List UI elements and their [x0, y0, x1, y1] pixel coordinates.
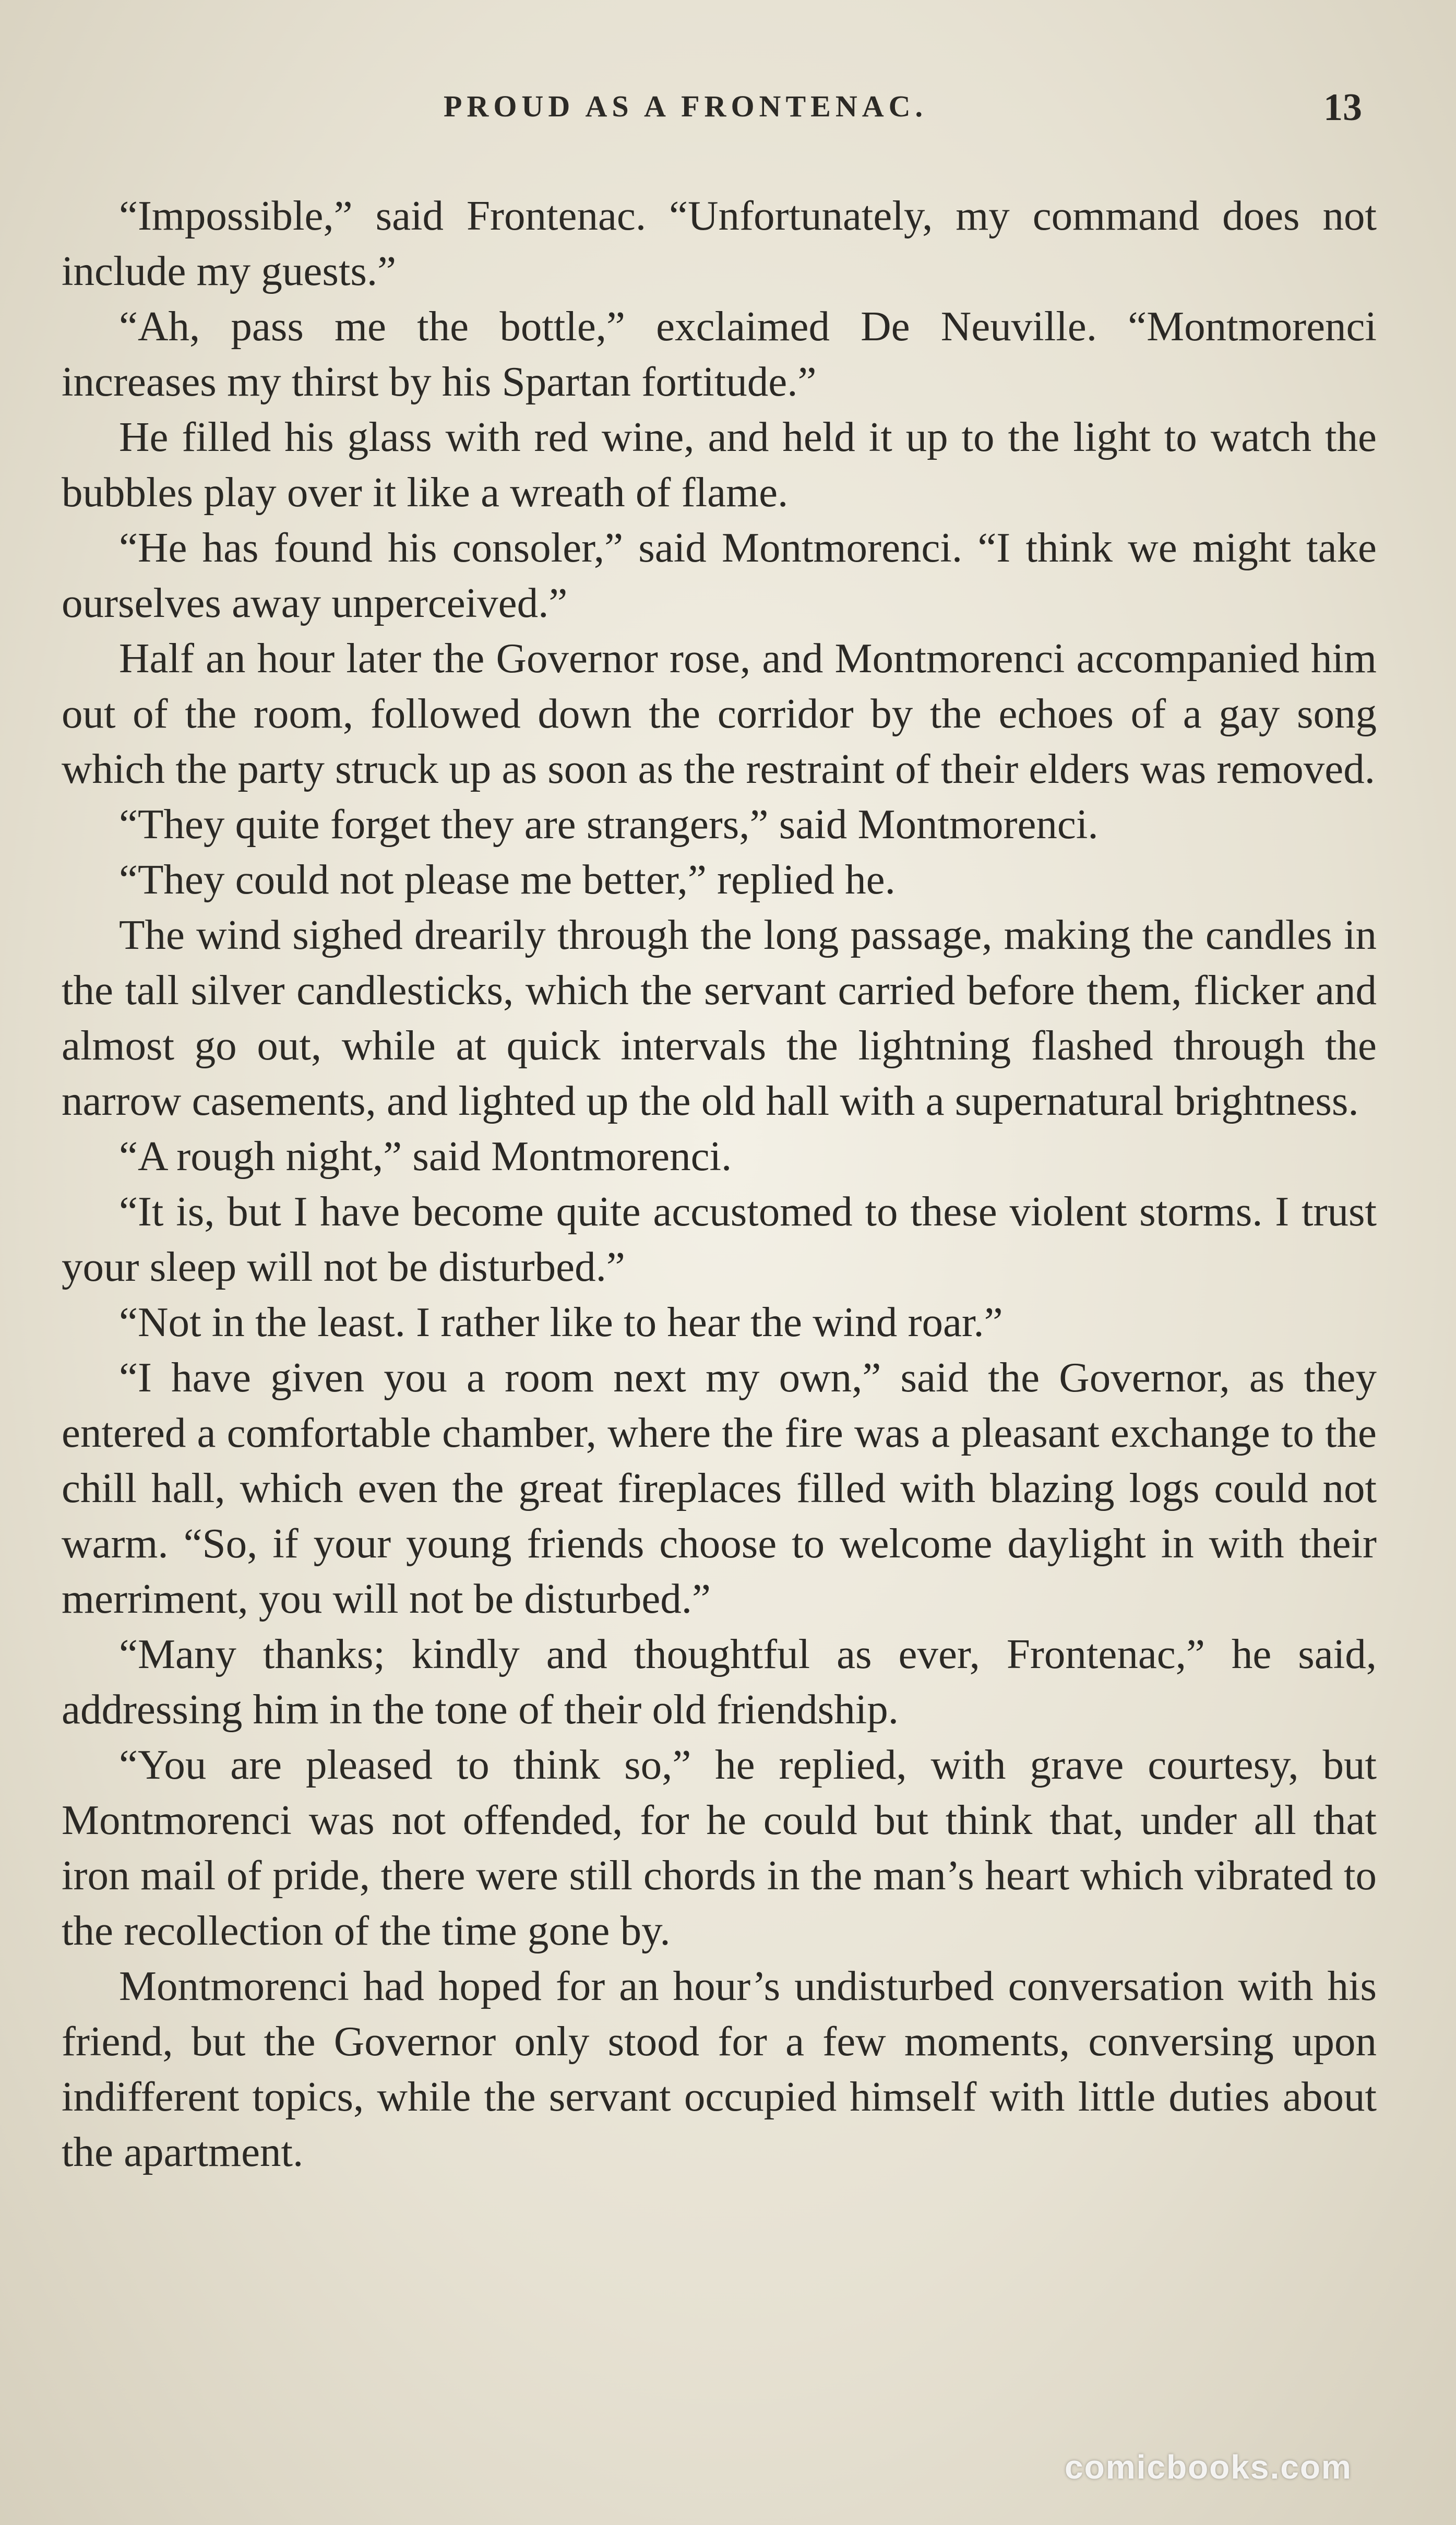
paragraph: The wind sighed drearily through the long passage, making the candles in the tall silver candlesticks, which the servant carried before them, flicker and almost go out, while at quick intervals the lightning flashed through the narrow casements, and lighted up the old hall with a supernatural brightness. [62, 911, 1377, 1124]
watermark: comicbooks.com [1065, 2448, 1352, 2486]
paragraph: “Not in the least. I rather like to hear the wind roar.” [119, 1299, 1003, 1345]
paragraph: “I have given you a room next my own,” said the Governor, as they entered a comfortable chamber, where the fire was a pleasant exchange to the chill hall, which even the great fireplaces filled with blazing logs could not warm. “So, if your young friends choose to welcome daylight in with their merriment, you will not be disturbed.” [62, 1354, 1377, 1622]
paragraph: He filled his glass with red wine, and held it up to the light to watch the bubbles play over it like a wreath of flame. [62, 413, 1377, 516]
paragraph: “Ah, pass me the bottle,” exclaimed De Neuville. “Montmorenci increases my thirst by his Spartan fortitude.” [62, 303, 1377, 405]
paragraph: “Many thanks; kindly and thoughtful as ever, Frontenac,” he said, addressing him in the tone of their old friendship. [62, 1630, 1377, 1733]
body-text [62, 188, 1377, 2411]
paragraph: Half an hour later the Governor rose, and Montmorenci accompanied him out of the room, followed down the corridor by the echoes of a gay song which the party struck up as soon as the restraint of their elders was removed. [62, 635, 1377, 792]
paragraph: “Impossible,” said Frontenac. “Unfortunately, my command does not include my guests.” [62, 192, 1377, 294]
paragraph: “He has found his consoler,” said Montmorenci. “I think we might take ourselves away unperceived.” [62, 524, 1377, 626]
running-head: PROUD AS A FRONTENAC. [444, 89, 927, 123]
paragraph: “A rough night,” said Montmorenci. [119, 1133, 732, 1180]
page-header [0, 86, 1456, 141]
page-number: 13 [1323, 86, 1362, 129]
paragraph: “It is, but I have become quite accustomed to these violent storms. I trust your sleep will not be disturbed.” [62, 1188, 1377, 1290]
paragraph: Montmorenci had hoped for an hour’s undisturbed conversation with his friend, but the Governor only stood for a few moments, conversing upon indifferent topics, while the servant occupied himself with little duties about the apartment. [62, 1962, 1377, 2175]
paragraph: “They quite forget they are strangers,” said Montmorenci. [119, 801, 1099, 848]
paragraph: “You are pleased to think so,” he replied, with grave courtesy, but Montmorenci was not offended, for he could but think that, under all that iron mail of pride, there were still chords in the man’s heart which vibrated to the recollection of the time gone by. [62, 1741, 1377, 1954]
paragraph: “They could not please me better,” replied he. [119, 856, 896, 903]
